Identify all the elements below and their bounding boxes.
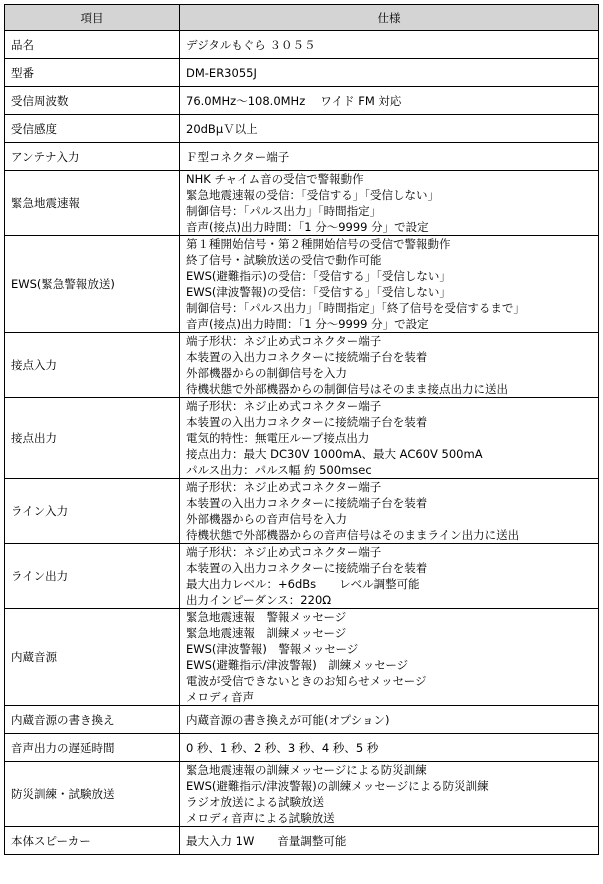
spec-line: NHK チャイム音の受信で警報動作 [186, 172, 364, 186]
row-label: ライン出力 [5, 544, 180, 609]
spec-line: 0 秒、1 秒、2 秒、3 秒、4 秒、5 秒 [186, 740, 379, 755]
row-label: 音声出力の遅延時間 [5, 734, 180, 762]
spec-line: 電波が受信できないときのお知らせメッセージ [186, 674, 427, 688]
row-spec [180, 544, 599, 609]
row-spec [180, 479, 599, 544]
header-item: 項目 [5, 5, 180, 31]
row-spec [180, 609, 599, 706]
header-spec: 仕様 [180, 5, 599, 31]
spec-line: 第１種開始信号・第２種開始信号の受信で警報動作 [186, 237, 451, 251]
row-label: EWS(緊急警報放送) [5, 236, 180, 333]
spec-line: 本装置の入出力コネクターに接続端子台を装着 [186, 415, 428, 429]
row-spec [180, 115, 599, 143]
row-spec [180, 87, 599, 115]
row-label: 内蔵音源 [5, 609, 180, 706]
row-spec [180, 143, 599, 171]
table-row [5, 544, 599, 609]
row-label: 緊急地震速報 [5, 171, 180, 236]
spec-line: Ｆ型コネクター端子 [186, 149, 290, 164]
spec-line: メロディ音声 [186, 690, 255, 704]
table-row [5, 143, 599, 171]
table-row [5, 59, 599, 87]
spec-line: 最大出力レベル：+6dBs レベル調整可能 [186, 577, 420, 591]
table-row [5, 115, 599, 143]
spec-line: 76.0MHz～108.0MHz ワイド FM 対応 [186, 93, 402, 108]
row-spec [180, 398, 599, 479]
spec-line: EWS(避難指示/津波警報)の訓練メッセージによる防災訓練 [186, 779, 489, 793]
row-label: ライン入力 [5, 479, 180, 544]
row-label: 受信感度 [5, 115, 180, 143]
row-label: 品名 [5, 31, 180, 59]
spec-table [4, 4, 599, 855]
spec-line: 制御信号：「パルス出力」「時間指定」 [186, 204, 382, 218]
table-row [5, 762, 599, 827]
spec-line: 外部機器からの音声信号を入力 [186, 512, 347, 526]
row-label: 接点入力 [5, 333, 180, 398]
spec-line: 緊急地震速報 警報メッセージ [186, 610, 347, 624]
row-spec [180, 734, 599, 762]
spec-line: 端子形状：ネジ止め式コネクター端子 [186, 545, 382, 559]
row-spec [180, 31, 599, 59]
row-label: 型番 [5, 59, 180, 87]
row-label: 受信周波数 [5, 87, 180, 115]
spec-line: 内蔵音源の書き換えが可能(オプション) [186, 712, 390, 727]
row-spec [180, 236, 599, 333]
table-header-row [5, 5, 599, 31]
spec-line: ラジオ放送による試験放送 [186, 795, 324, 809]
table-row [5, 87, 599, 115]
row-spec [180, 171, 599, 236]
row-label: 防災訓練・試験放送 [5, 762, 180, 827]
spec-line: 緊急地震速報の訓練メッセージによる防災訓練 [186, 763, 427, 777]
spec-line: 出力インピーダンス：220Ω [186, 593, 332, 607]
table-row [5, 734, 599, 762]
spec-line: 本装置の入出力コネクターに接続端子台を装着 [186, 561, 428, 575]
spec-line: 端子形状：ネジ止め式コネクター端子 [186, 480, 382, 494]
spec-line: 終了信号・試験放送の受信で動作可能 [186, 253, 382, 267]
table-row [5, 827, 599, 855]
spec-line: EWS(避難指示/津波警報) 訓練メッセージ [186, 658, 409, 672]
spec-line: 最大入力 1W 音量調整可能 [186, 833, 347, 848]
spec-line: パルス出力：パルス幅 約 500msec [186, 463, 372, 477]
row-label: 本体スピーカー [5, 827, 180, 855]
table-row [5, 333, 599, 398]
row-spec [180, 333, 599, 398]
spec-line: メロディ音声による試験放送 [186, 811, 335, 825]
table-row [5, 706, 599, 734]
spec-body [5, 31, 599, 855]
spec-line: デジタルもぐら ３０５５ [186, 37, 316, 52]
spec-line: EWS(津波警報)の受信：「受信する」「受信しない」 [186, 285, 451, 299]
spec-line: DM-ER3055J [186, 65, 257, 80]
spec-line: EWS(避難指示)の受信：「受信する」「受信しない」 [186, 269, 451, 283]
row-spec [180, 827, 599, 855]
spec-line: 外部機器からの制御信号を入力 [186, 366, 347, 380]
spec-line: 接点出力：最大 DC30V 1000mA、最大 AC60V 500mA [186, 447, 483, 461]
table-row [5, 31, 599, 59]
row-spec [180, 762, 599, 827]
row-label: アンテナ入力 [5, 143, 180, 171]
row-label: 接点出力 [5, 398, 180, 479]
spec-line: 緊急地震速報 訓練メッセージ [186, 626, 347, 640]
spec-line: 緊急地震速報の受信：「受信する」「受信しない」 [186, 188, 439, 202]
table-row [5, 609, 599, 706]
spec-line: 端子形状：ネジ止め式コネクター端子 [186, 399, 382, 413]
spec-line: 20dBμＶ以上 [186, 121, 258, 136]
row-spec [180, 59, 599, 87]
spec-line: 制御信号：「パルス出力」「時間指定」「終了信号を受信するまで」 [186, 301, 525, 315]
spec-line: 音声(接点)出力時間：「1 分～9999 分」で設定 [186, 317, 429, 331]
spec-line: EWS(津波警報) 警報メッセージ [186, 642, 359, 656]
table-row [5, 171, 599, 236]
spec-line: 本装置の入出力コネクターに接続端子台を装着 [186, 350, 428, 364]
spec-line: 電気的特性：無電圧ループ接点出力 [186, 431, 370, 445]
spec-line: 端子形状：ネジ止め式コネクター端子 [186, 334, 382, 348]
row-spec [180, 706, 599, 734]
table-row [5, 236, 599, 333]
row-label: 内蔵音源の書き換え [5, 706, 180, 734]
spec-line: 待機状態で外部機器からの制御信号はそのまま接点出力に送出 [186, 382, 508, 396]
spec-line: 音声(接点)出力時間：「1 分～9999 分」で設定 [186, 220, 429, 234]
spec-line: 本装置の入出力コネクターに接続端子台を装着 [186, 496, 428, 510]
table-row [5, 398, 599, 479]
table-row [5, 479, 599, 544]
spec-line: 待機状態で外部機器からの音声信号はそのままライン出力に送出 [186, 528, 520, 542]
